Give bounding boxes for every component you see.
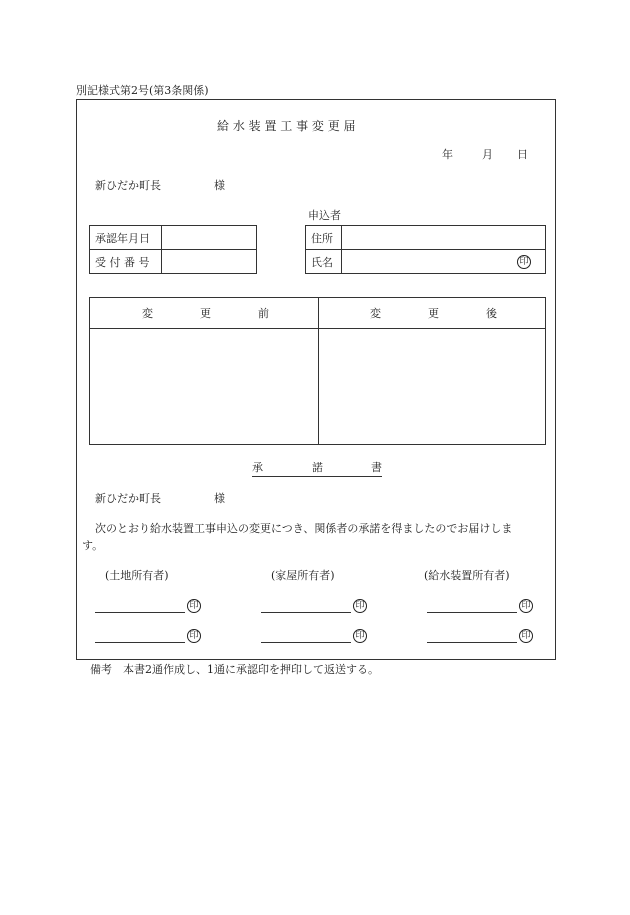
form-number-label: 別記様式第2号(第3条関係)	[76, 84, 209, 97]
date-month: 月	[482, 148, 493, 161]
land-owner-signature-line-1[interactable]	[95, 611, 185, 613]
before-header-char-3: 前	[258, 307, 269, 320]
approval-date-label: 承認年月日	[90, 226, 162, 250]
consent-title	[252, 462, 382, 477]
before-content-field[interactable]	[91, 330, 317, 442]
after-header-char-3: 後	[486, 307, 497, 320]
change-table-column-divider	[318, 298, 319, 444]
consent-title-char-3: 書	[371, 461, 382, 474]
seal-icon: 印	[353, 599, 367, 613]
after-content-field[interactable]	[320, 330, 544, 442]
before-header-char-2: 更	[200, 307, 211, 320]
table-row	[90, 250, 257, 274]
supply-owner-signature-line-2[interactable]	[427, 641, 517, 643]
seal-icon: 印	[353, 629, 367, 643]
consent-addressee-name: 新ひだか町長	[95, 492, 161, 505]
applicant-heading: 申込者	[308, 209, 341, 222]
consent-body-line-2: す。	[82, 539, 104, 552]
party-supply-owner: (給水装置所有者)	[424, 569, 510, 582]
party-house-owner: (家屋所有者)	[271, 569, 335, 582]
form-title: 給 水 装 置 工 事 変 更 届	[217, 119, 356, 133]
address-field[interactable]	[342, 226, 546, 250]
addressee-honorific: 様	[214, 179, 225, 192]
receipt-number-label: 受 付 番 号	[90, 250, 162, 274]
after-header-char-1: 変	[370, 307, 381, 320]
house-owner-signature-line-1[interactable]	[261, 611, 351, 613]
house-owner-signature-line-2[interactable]	[261, 641, 351, 643]
address-label: 住所	[306, 226, 342, 250]
supply-owner-signature-line-1[interactable]	[427, 611, 517, 613]
approval-table	[89, 225, 257, 274]
seal-icon: 印	[519, 599, 533, 613]
table-row	[306, 250, 546, 274]
applicant-table	[305, 225, 546, 274]
seal-icon: 印	[519, 629, 533, 643]
seal-icon: 印	[187, 629, 201, 643]
change-table	[89, 297, 546, 445]
receipt-number-field[interactable]	[162, 250, 257, 274]
consent-title-char-2: 諾	[312, 461, 323, 474]
addressee-name: 新ひだか町長	[95, 179, 161, 192]
before-header-char-1: 変	[142, 307, 153, 320]
footnote: 備考 本書2通作成し、1通に承認印を押印して返送する。	[90, 663, 379, 676]
land-owner-signature-line-2[interactable]	[95, 641, 185, 643]
consent-addressee-honorific: 様	[214, 492, 225, 505]
after-header-char-2: 更	[428, 307, 439, 320]
table-row	[90, 226, 257, 250]
consent-body-line-1: 次のとおり給水装置工事申込の変更につき、関係者の承諾を得ましたのでお届けしま	[95, 522, 513, 535]
date-year: 年	[442, 148, 453, 161]
table-row	[306, 226, 546, 250]
seal-icon: 印	[187, 599, 201, 613]
seal-icon: 印	[517, 255, 531, 269]
approval-date-field[interactable]	[162, 226, 257, 250]
consent-title-char-1: 承	[252, 461, 263, 474]
form-frame	[76, 99, 556, 660]
date-day: 日	[517, 148, 528, 161]
applicant-name-field[interactable]	[342, 250, 546, 274]
party-land-owner: (土地所有者)	[105, 569, 169, 582]
applicant-name-label: 氏名	[306, 250, 342, 274]
